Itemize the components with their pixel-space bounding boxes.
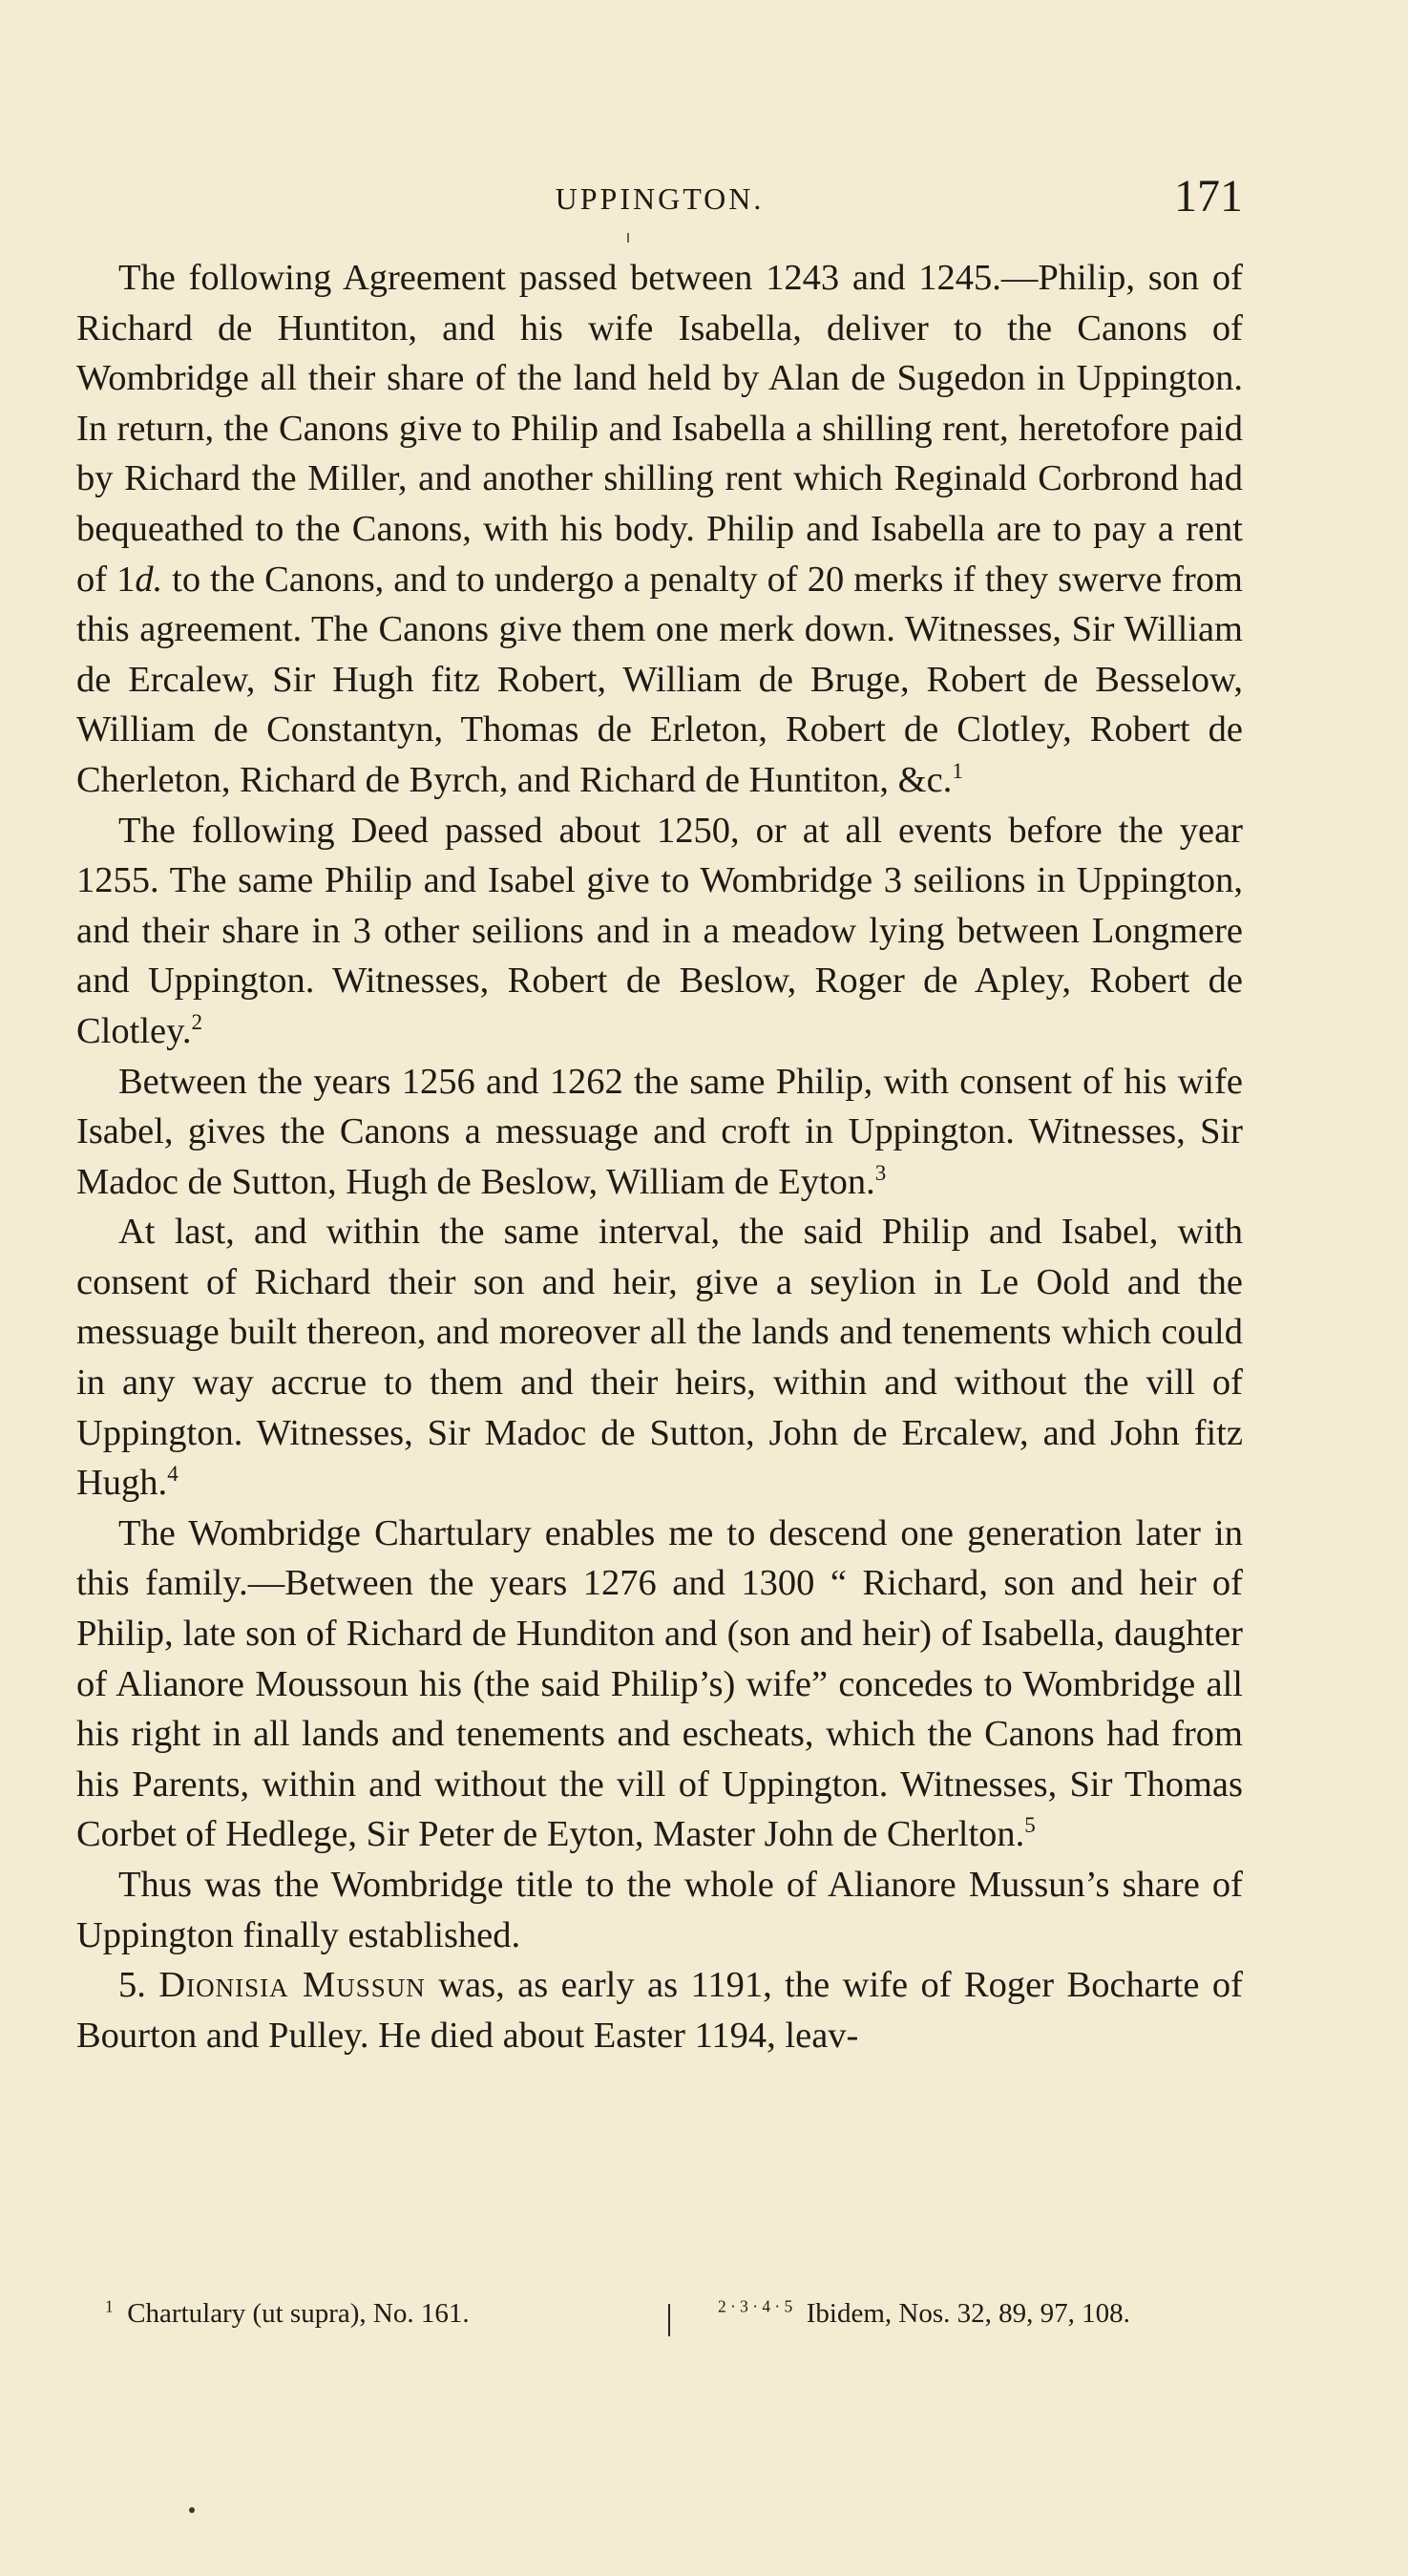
paragraph: The Wombridge Chartulary enables me to descend one generation later in this family.—Between the years 1276 and 1300 “ Richard, son and heir of Philip, late son of Richard de Hunditon and (son and heir) of Isabella, daughter of Alianore Moussoun his (the said Philip’s) wife” concedes to Wombridge all his right in all lands and tenements and escheats, which the Canons had from his Parents, within and without the vill of Uppington. Witnesses, Sir Thomas Corbet of Hedlege, Sir Peter de Eyton, Master John de Cherlton.$^5$ (76, 1512, 1243, 1855)
paragraph: Between the years 1256 and 1262 the same Philip, with consent of his wife Isabel, gives the Canons a messuage and croft in Uppington. Witnesses, Sir Madoc de Sutton, Hugh de Beslow, William de Eyton.$^3$ (76, 1061, 1243, 1202)
page-number: 171 (1174, 171, 1243, 222)
paragraph: The following Deed passed about 1250, or at all events before the year 1255. The same Philip and Isabel give to Wombridge 3 seilions in Uppington, and their share in 3 other seilions and in a meadow lying between Longmere and Uppington. Witnesses, Robert de Beslow, Roger de Apley, Robert de Clotley.$^2$ (76, 810, 1243, 1051)
footnote-ref: 1 (952, 758, 963, 784)
paragraph: Thus was the Wombridge title to the whole of Alianore Mussun’s share of Uppington finally established. (76, 1865, 1243, 1955)
footnote-ref: 3 (874, 1159, 887, 1185)
body-text (76, 253, 1243, 2060)
person-name: Dionisia Mussun (158, 1965, 426, 2006)
footnote: $^1$ Chartulary (ut supra), No. 161. (105, 2296, 470, 2329)
footnote-ref: 5 (1024, 1812, 1036, 1838)
print-mark (627, 233, 629, 243)
footnotes (76, 2298, 1243, 2346)
paragraph: At last, and within the same interval, the said Philip and Isabel, with consent of Richard their son and heir, give a seylion in Le Oold and the messuage built thereon, and moreover all the lands and tenements which could in any way accrue to them and their heirs, within and without the vill of Uppington. Witnesses, Sir Madoc de Sutton, John de Ercalew, and John fitz Hugh.$^4$ (76, 1212, 1243, 1504)
page-header (76, 170, 1243, 227)
footnote-ref: 4 (167, 1461, 179, 1487)
ink-speck (189, 2507, 195, 2513)
paragraph: The following Agreement passed between 1243 and 1245.—Philip, son of Richard de Huntiton, and his wife Isabella, deliver to the Canons of Wombridge all their share of the land held by Alan de Sugedon in Uppington. In return, the Canons give to Philip and Isabella a shilling rent, heretofore paid by Richard the Miller, and another shilling rent which Reginald Corbrond had bequeathed to the Canons, with his body. Philip and Isabella are to pay a rent of 1d. to the Canons, and to undergo a penalty of 20 merks if they swerve from this agreement. The Canons give them one merk down. Witnesses, Sir William de Ercalew, Sir Hugh fitz Robert, William de Bruge, Robert de Besselow, William de Constantyn, Thomas de Erleton, Robert de Clotley, Robert de Cherleton, Richard de Byrch, and Richard de Huntiton, &c.$^1$ (76, 258, 1243, 800)
footnote-ref: 2 (191, 1009, 203, 1035)
running-title: UPPINGTON. (555, 181, 765, 216)
footnote-divider (668, 2304, 670, 2336)
footnote: $^{2 \cdot 3 \cdot 4 \cdot 5}$ Ibidem, Nos. 32, 89, 97, 108. (718, 2296, 1130, 2329)
paragraph: 5. Dionisia Mussun was, as early as 1191, the wife of Roger Bocharte of Bourton and Pulley. He died about Easter 1194, leav- (76, 1965, 1243, 2056)
